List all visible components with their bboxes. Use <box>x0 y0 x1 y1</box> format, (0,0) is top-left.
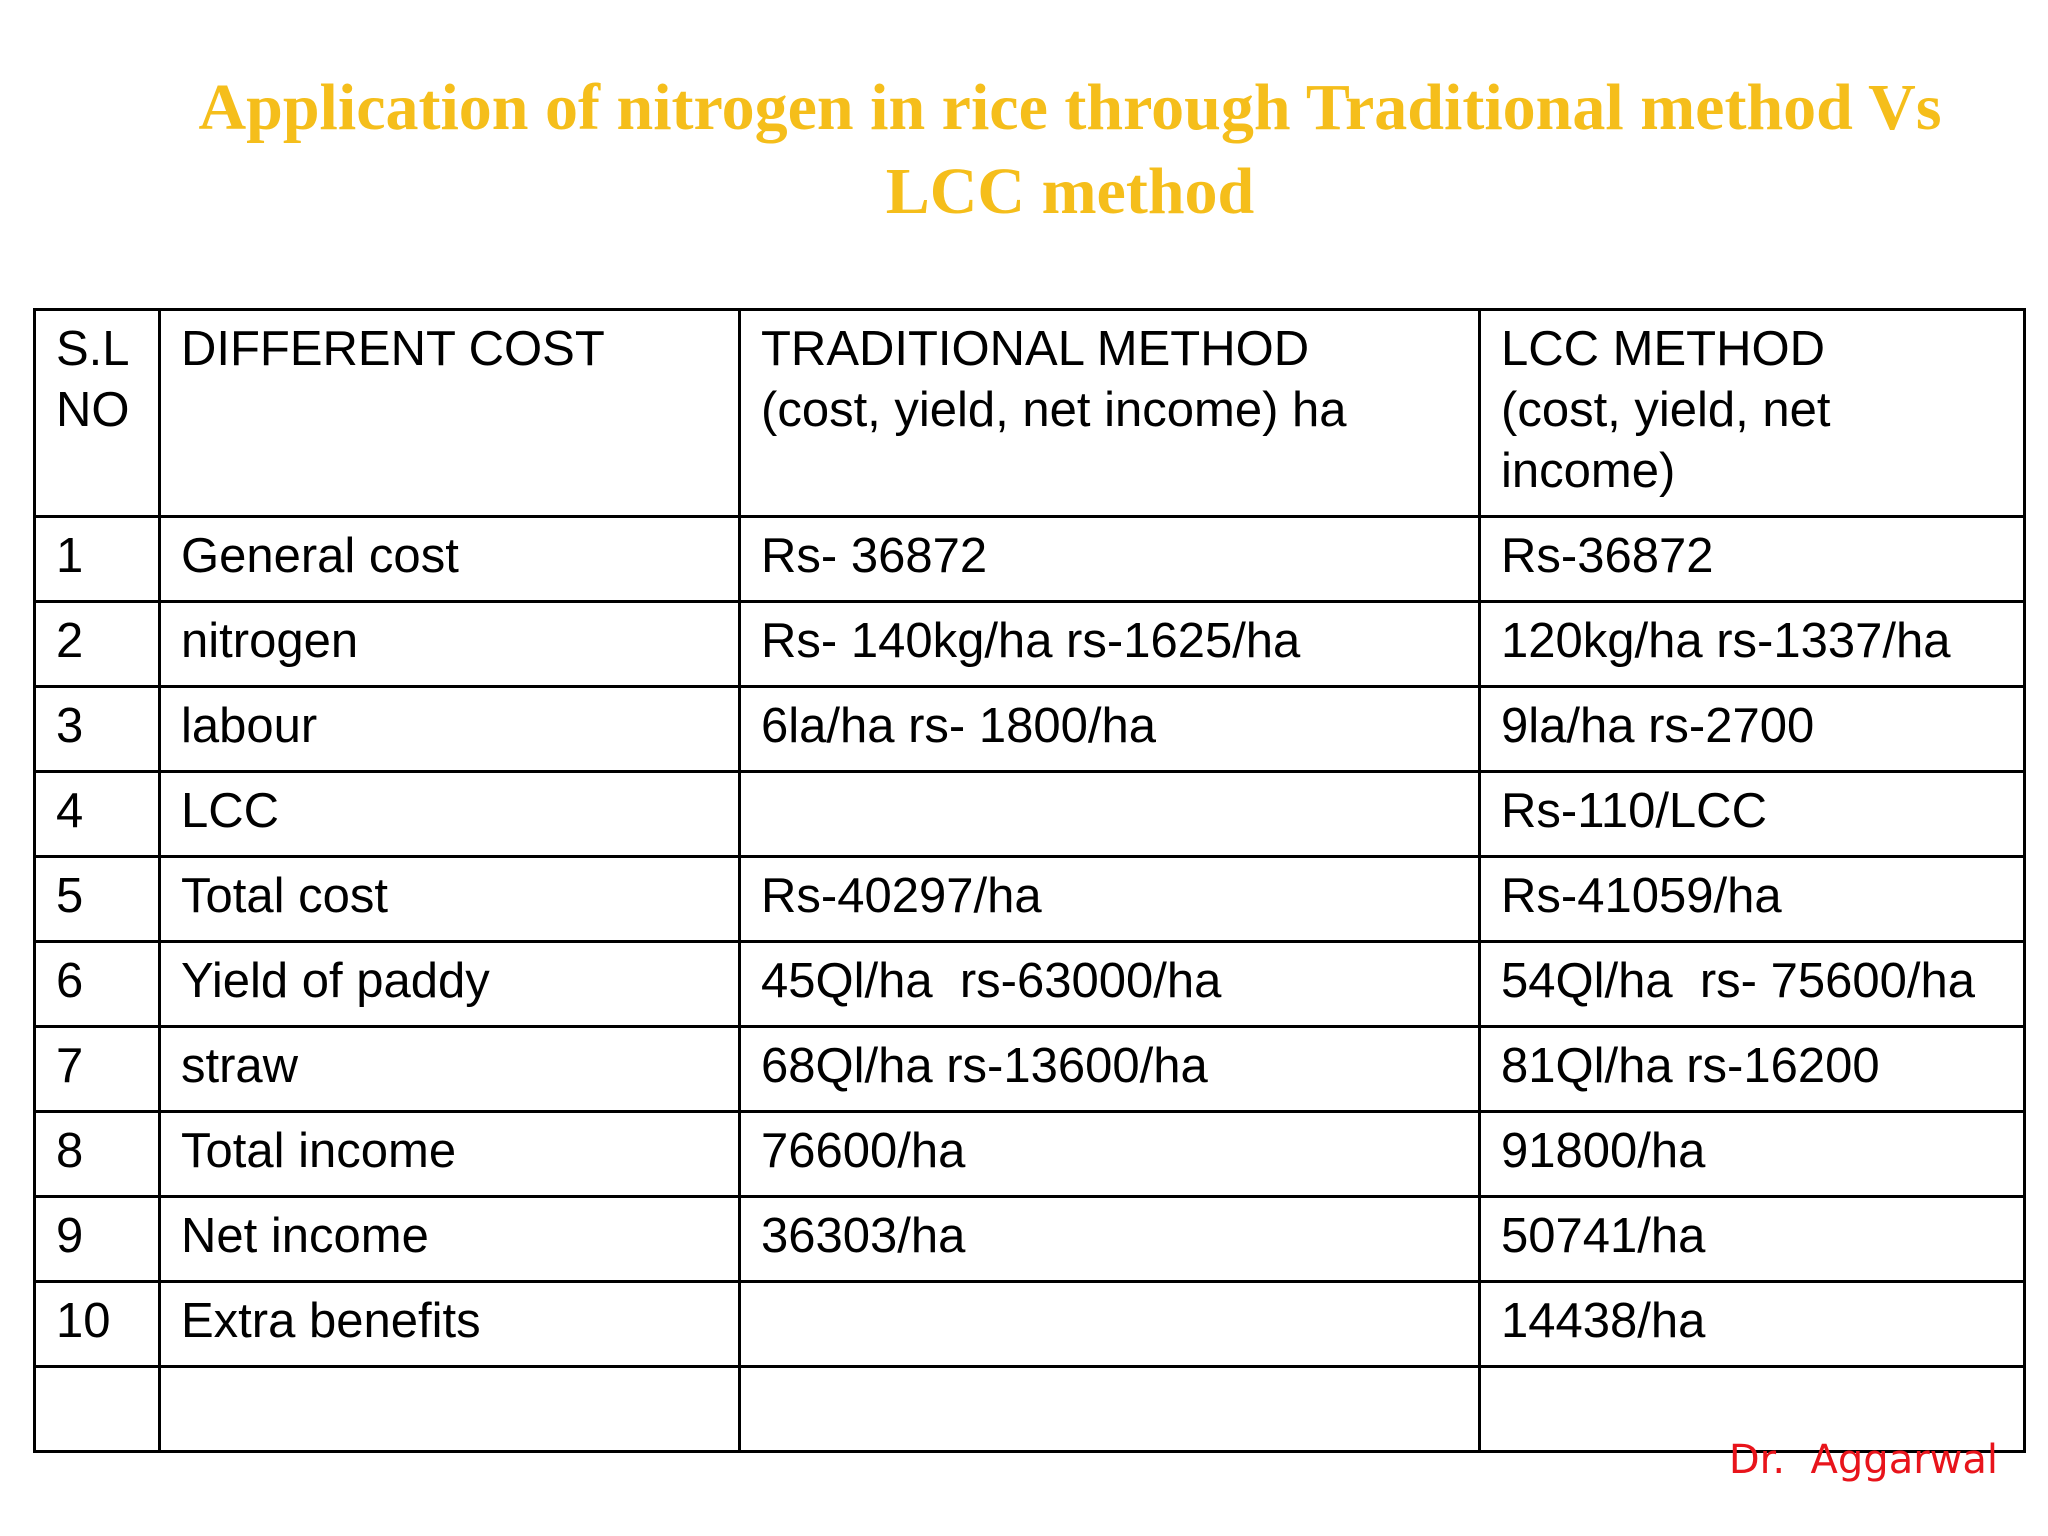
title-line-1: Application of nitrogen in rice through Traditional method Vs <box>198 71 1942 144</box>
cell-lcc: 54Ql/ha rs- 75600/ha <box>1480 942 2025 1027</box>
cell-sl-no: 10 <box>35 1282 160 1367</box>
cell-traditional <box>740 772 1480 857</box>
header-sl-no: S.L NO <box>35 310 160 517</box>
cell-sl-no: 7 <box>35 1027 160 1112</box>
cell-lcc: 91800/ha <box>1480 1112 2025 1197</box>
table-row <box>35 1027 2025 1112</box>
table-row <box>35 1197 2025 1282</box>
table-row <box>35 857 2025 942</box>
slide-title <box>150 66 1990 234</box>
cell-traditional: 36303/ha <box>740 1197 1480 1282</box>
header-different-cost: DIFFERENT COST <box>160 310 740 517</box>
table-row <box>35 687 2025 772</box>
cell-cost-item: Net income <box>160 1197 740 1282</box>
cell-lcc: 9la/ha rs-2700 <box>1480 687 2025 772</box>
cell-cost-item: Yield of paddy <box>160 942 740 1027</box>
cell-lcc: 50741/ha <box>1480 1197 2025 1282</box>
cell-traditional: Rs- 36872 <box>740 517 1480 602</box>
cell-cost-item: labour <box>160 687 740 772</box>
cell-traditional: Rs- 140kg/ha rs-1625/ha <box>740 602 1480 687</box>
cell-cost-item: Total cost <box>160 857 740 942</box>
cell-lcc: 81Ql/ha rs-16200 <box>1480 1027 2025 1112</box>
cell-sl-no: 5 <box>35 857 160 942</box>
cell-lcc: Rs-110/LCC <box>1480 772 2025 857</box>
cell-sl-no: 3 <box>35 687 160 772</box>
cell-cost-item <box>160 1367 740 1452</box>
table-row-empty <box>35 1367 2025 1452</box>
cell-sl-no: 4 <box>35 772 160 857</box>
cell-sl-no: 8 <box>35 1112 160 1197</box>
table-row <box>35 1112 2025 1197</box>
cell-sl-no: 9 <box>35 1197 160 1282</box>
cell-cost-item: straw <box>160 1027 740 1112</box>
cell-cost-item: nitrogen <box>160 602 740 687</box>
cell-sl-no: 6 <box>35 942 160 1027</box>
cell-cost-item: Extra benefits <box>160 1282 740 1367</box>
cell-cost-item: Total income <box>160 1112 740 1197</box>
cell-traditional: Rs-40297/ha <box>740 857 1480 942</box>
table-row <box>35 517 2025 602</box>
header-lcc-method: LCC METHOD (cost, yield, net income) <box>1480 310 2025 517</box>
cell-traditional <box>740 1367 1480 1452</box>
cell-lcc: 14438/ha <box>1480 1282 2025 1367</box>
cell-traditional: 45Ql/ha rs-63000/ha <box>740 942 1480 1027</box>
cell-sl-no <box>35 1367 160 1452</box>
table-row <box>35 772 2025 857</box>
title-line-2: LCC method <box>885 155 1255 228</box>
header-traditional-method: TRADITIONAL METHOD (cost, yield, net income) ha <box>740 310 1480 517</box>
cell-lcc: 120kg/ha rs-1337/ha <box>1480 602 2025 687</box>
cost-comparison-table <box>33 308 2026 1453</box>
table-header-row <box>35 310 2025 517</box>
table-row <box>35 1282 2025 1367</box>
cell-sl-no: 1 <box>35 517 160 602</box>
cell-traditional: 76600/ha <box>740 1112 1480 1197</box>
table-row <box>35 602 2025 687</box>
cell-traditional: 68Ql/ha rs-13600/ha <box>740 1027 1480 1112</box>
cell-sl-no: 2 <box>35 602 160 687</box>
cell-cost-item: LCC <box>160 772 740 857</box>
cell-lcc: Rs-36872 <box>1480 517 2025 602</box>
cell-traditional <box>740 1282 1480 1367</box>
cell-lcc: Rs-41059/ha <box>1480 857 2025 942</box>
cell-cost-item: General cost <box>160 517 740 602</box>
cell-traditional: 6la/ha rs- 1800/ha <box>740 687 1480 772</box>
author-credit: Dr. Aggarwal <box>1728 1437 1998 1483</box>
table-row <box>35 942 2025 1027</box>
